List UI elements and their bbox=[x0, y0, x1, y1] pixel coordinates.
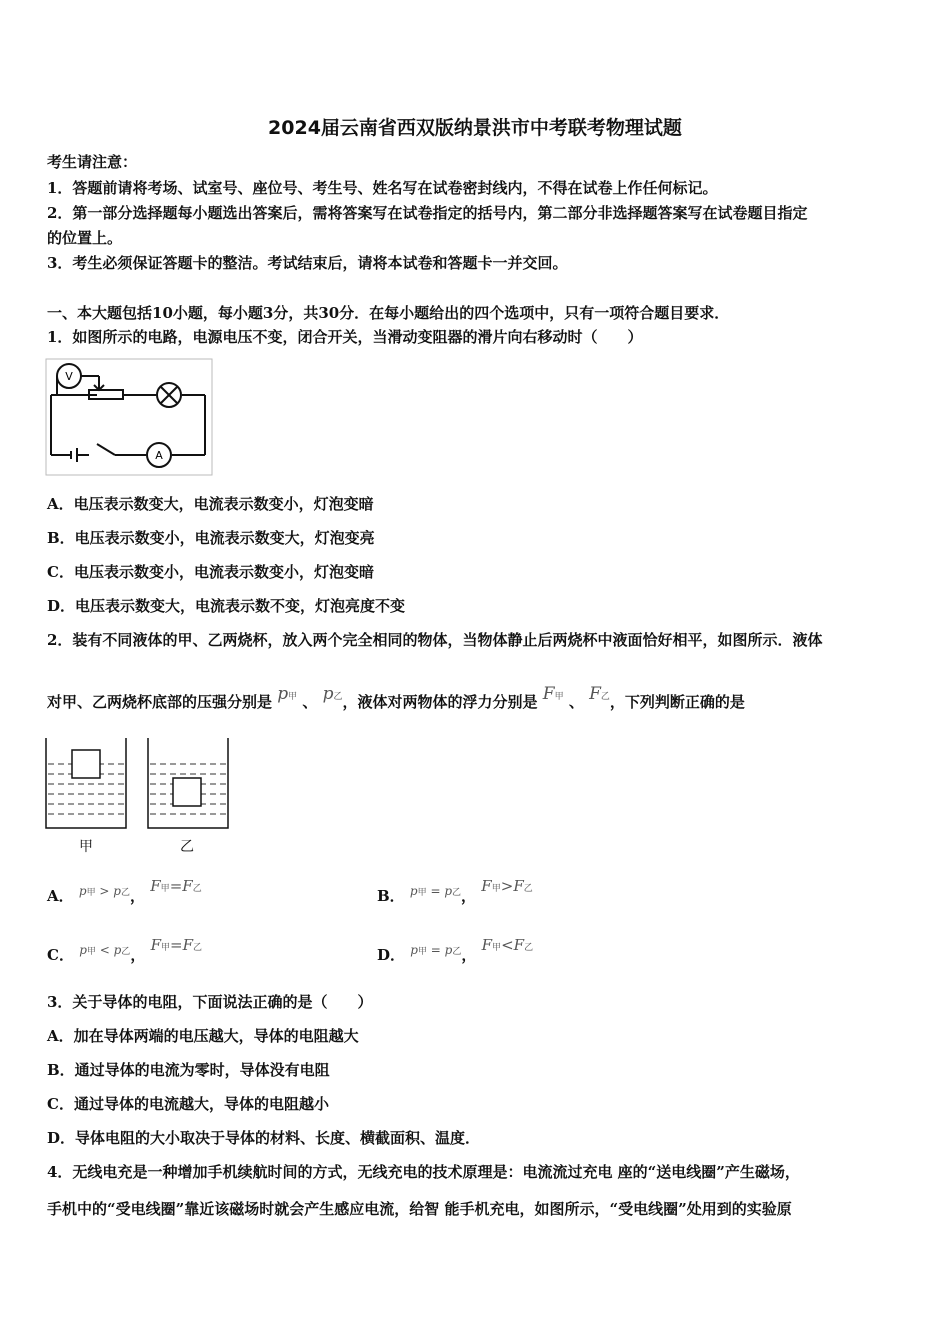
q1-option-b: B．电压表示数变小，电流表示数变大，灯泡变亮 bbox=[47, 529, 375, 547]
q3-option-d: D．导体电阻的大小取决于导体的材料、长度、横截面积、温度． bbox=[47, 1129, 481, 1147]
q3-option-c: C．通过导体的电流越大，导体的电阻越小 bbox=[47, 1095, 329, 1113]
beaker-label-yi: 乙 bbox=[180, 839, 194, 855]
q2-option-a: A． $^{p甲 > p乙}$， F甲=F乙 bbox=[47, 877, 202, 905]
notice-item-2: 2．第一部分选择题每小题选出答案后，需将答案写在试卷指定的括号内，第二部分非选择题答案写在试卷题目指定 bbox=[47, 204, 808, 222]
q3-option-a: A．加在导体两端的电压越大，导体的电阻越大 bbox=[47, 1027, 359, 1045]
q2-option-c: C． $^{p甲 < p乙}$， F甲=F乙 bbox=[47, 936, 203, 964]
notice-item-2-cont: 的位置上。 bbox=[47, 229, 123, 247]
q1-stem: 1．如图所示的电路，电源电压不变，闭合开关，当滑动变阻器的滑片向右移动时（ ） bbox=[47, 328, 643, 346]
q4-stem-line1: 4．无线电充是一种增加手机续航时间的方式，无线充电的技术原理是：电流流过充电 座的“送电线圈”产生磁场， bbox=[47, 1163, 800, 1181]
section-instructions: 一、本大题包括10小题，每小题3分，共30分．在每小题给出的四个选项中，只有一项符合题目要求． bbox=[47, 304, 730, 322]
object-in-beaker-yi bbox=[173, 778, 201, 806]
page-title: 2024届云南省西双版纳景洪市中考联考物理试题 bbox=[268, 117, 682, 139]
q3-stem: 3．关于导体的电阻，下面说法正确的是（ ） bbox=[47, 993, 373, 1011]
q1-circuit-diagram bbox=[45, 358, 213, 476]
beaker-label-jia: 甲 bbox=[79, 839, 93, 855]
q2-stem-line1: 2．装有不同液体的甲、乙两烧杯，放入两个完全相同的物体，当物体静止后两烧杯中液面恰好相平，如图所示．液体 bbox=[47, 631, 823, 649]
q1-option-a: A．电压表示数变大，电流表示数变小，灯泡变暗 bbox=[47, 495, 374, 513]
q2-beakers-diagram bbox=[42, 736, 232, 832]
q2-option-d: D． $^{p甲 = p乙}$， F甲<F乙 bbox=[377, 936, 534, 964]
q2-option-b: B． $^{p甲 = p乙}$， F甲>F乙 bbox=[377, 877, 533, 905]
q3-option-b: B．通过导体的电流为零时，导体没有电阻 bbox=[47, 1061, 330, 1079]
notice-heading: 考生请注意： bbox=[47, 153, 138, 171]
notice-item-3: 3．考生必须保证答题卡的整洁。考试结束后，请将本试卷和答题卡一并交回。 bbox=[47, 254, 568, 272]
ammeter-label: A bbox=[155, 449, 163, 462]
object-in-beaker-jia bbox=[72, 750, 100, 778]
notice-item-1: 1．答题前请将考场、试室号、座位号、考生号、姓名写在试卷密封线内，不得在试卷上作任何标记。 bbox=[47, 179, 718, 197]
q1-option-c: C．电压表示数变小，电流表示数变小，灯泡变暗 bbox=[47, 563, 374, 581]
q1-option-d: D．电压表示数变大，电流表示数不变，灯泡亮度不变 bbox=[47, 597, 406, 615]
q4-stem-line2: 手机中的“受电线圈”靠近该磁场时就会产生感应电流，给智 能手机充电，如图所示，“受电线圈”处用到的实验原 bbox=[47, 1200, 792, 1218]
voltmeter-label: V bbox=[65, 370, 73, 383]
q2-stem-line2: 对甲、乙两烧杯底部的压强分别是 p甲 、 p乙，液体对两物体的浮力分别是 F甲 、 F乙，下列判断正确的是 bbox=[47, 684, 745, 711]
